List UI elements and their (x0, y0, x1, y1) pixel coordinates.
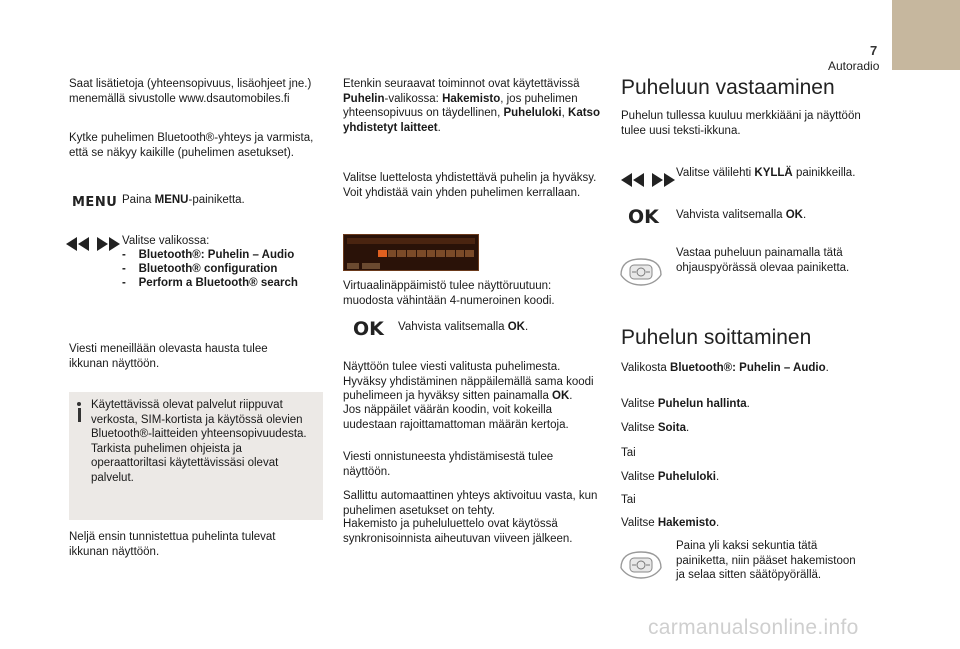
menu-button-icon: MENU (72, 195, 118, 210)
col3-menu-path: Valikosta Bluetooth®: Puhelin – Audio. (621, 362, 829, 374)
arrow-buttons-icon (621, 173, 675, 187)
col2-ok-instruction: Vahvista valitsemalla OK. (398, 321, 529, 333)
steering-wheel-button-icon (618, 255, 664, 289)
col1-option-1: - Bluetooth®: Puhelin – Audio (122, 249, 295, 261)
col2-success: Viesti onnistuneesta yhdistämisestä tulee näyttöön. (343, 451, 554, 478)
col3-select-directory: Valitse Hakemisto. (621, 517, 720, 529)
ok-button-icon: OK (353, 318, 384, 340)
col3-ok-instruction: Vahvista valitsemalla OK. (676, 209, 807, 221)
col1-menu-instruction: Paina MENU-painiketta. (122, 194, 245, 206)
col3-select-call-mgmt: Valitse Puhelun hallinta. (621, 398, 750, 410)
col3-or-1: Tai (621, 447, 636, 459)
col1-phones-found: Neljä ensin tunnistettua puhelinta tulevat ikkunan näyttöön. (69, 531, 276, 558)
col3-select-log: Valitse Puheluloki. (621, 471, 720, 483)
col1-bluetooth-note: Kytke puhelimen Bluetooth®-yhteys ja varmista, että se näkyy kaikille (puhelimen asetukset). (69, 132, 314, 159)
arrow-buttons-icon (66, 237, 120, 251)
watermark: carmanualsonline.info (648, 616, 859, 639)
heading-answer-call: Puheluun vastaaminen (621, 76, 835, 99)
col2-auto-connect: Sallittu automaattinen yhteys aktivoituu vasta, kun puhelimen asetukset on tehty. (343, 490, 598, 517)
col3-or-2: Tai (621, 494, 636, 506)
keyboard-screen-image (343, 234, 479, 271)
col3-incoming: Puhelun tullessa kuuluu merkkiääni ja näyttöön tulee uusi teksti-ikkuna. (621, 110, 861, 137)
col1-option-2: - Bluetooth® configuration (122, 263, 278, 275)
col2-confirm-code: Näyttöön tulee viesti valitusta puhelimesta. Hyväksy yhdistäminen näppäilemällä sama koodi puhelimeen ja hyväksy sitten painamalla OK. (343, 361, 594, 402)
section-tab (892, 0, 960, 70)
col2-wrong-code: Jos näppäilet väärän koodin, voit kokeilla uudestaan rajoittamattoman määrän kertoja. (343, 404, 569, 431)
section-title: Autoradio (828, 59, 880, 73)
col1-intro: Saat lisätietoja (yhteensopivuus, lisäohjeet jne.) menemällä sivustolle www.dsautomobiles.fi (69, 78, 312, 105)
ok-button-icon: OK (628, 206, 659, 228)
col3-select-yes: Valitse välilehti KYLLÄ painikkeilla. (676, 167, 856, 179)
page-number: 7 (870, 43, 878, 58)
col2-functions: Etenkin seuraavat toiminnot ovat käytettävissä Puhelin-valikossa: Hakemisto, jos puhelimen yhteensopivuus on täydellinen, Puheluloki, Katso yhdistetyt laitteet. (343, 78, 600, 134)
col3-wheel-answer: Vastaa puheluun painamalla tätä ohjauspyörässä olevaa painiketta. (676, 247, 850, 274)
info-text: Käytettävissä olevat palvelut riippuvat verkosta, SIM-kortista ja käytössä olevien Bluetooth®-laitteiden yhteensopivuudesta. Tarkista puhelimen ohjeista ja operaattoriltasi käytettävissäsi olevat palvelut. (91, 399, 307, 484)
heading-make-call: Puhelun soittaminen (621, 326, 812, 349)
col2-sync-delay: Hakemisto ja puheluluettelo ovat käytössä synkronisoinnista aiheutuvan viiveen jälkeen. (343, 518, 573, 545)
col1-search-message: Viesti meneillään olevasta hausta tulee ikkunan näyttöön. (69, 343, 268, 370)
col2-select-phone: Valitse luettelosta yhdistettävä puhelin ja hyväksy. Voit yhdistää vain yhden puhelimen kerrallaan. (343, 172, 597, 199)
steering-wheel-button-icon (618, 548, 664, 582)
col3-select-call: Valitse Soita. (621, 422, 690, 434)
col2-virtual-keyboard: Virtuaalinäppäimistö tulee näyttöruutuun: muodosta vähintään 4-numeroinen koodi. (343, 280, 555, 307)
col1-option-3: - Perform a Bluetooth® search (122, 277, 298, 289)
col1-select-intro: Valitse valikossa: (122, 235, 210, 247)
info-icon (77, 402, 81, 422)
col3-wheel-directory: Paina yli kaksi sekuntia tätä painiketta, niin pääset hakemistoon ja selaa sitten säätöpyörällä. (676, 540, 856, 581)
